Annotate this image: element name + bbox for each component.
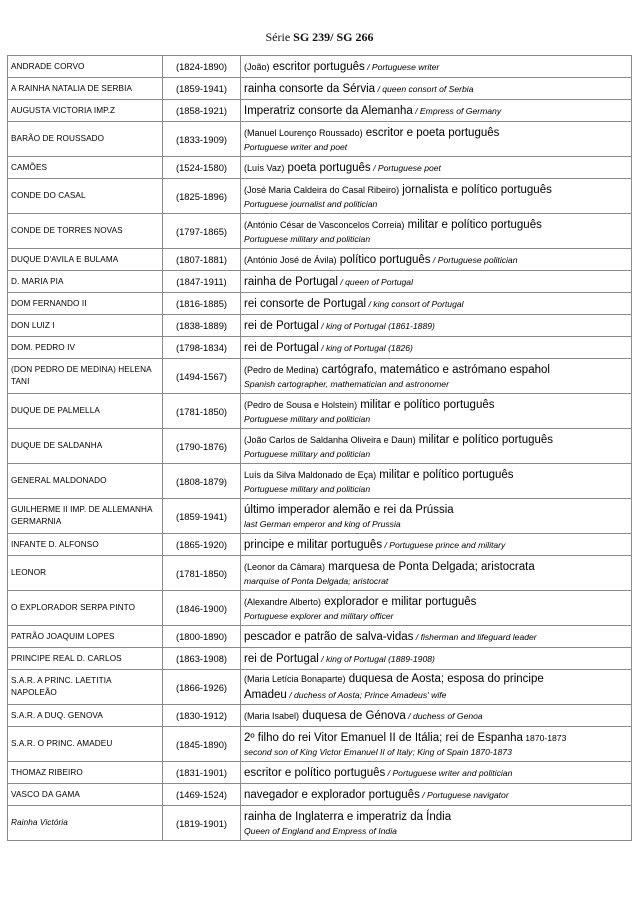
dates-cell: (1797-1865) xyxy=(163,214,241,249)
description-en-text: / queen of Portugal xyxy=(337,276,413,287)
dates-cell: (1781-1850) xyxy=(163,556,241,591)
name-cell: DOM FERNANDO II xyxy=(8,293,163,315)
description-cell xyxy=(241,784,632,806)
description-pt-text: escritor e poeta português xyxy=(362,127,500,139)
description-cell xyxy=(241,315,632,337)
description-cell xyxy=(241,429,632,464)
table-row xyxy=(8,534,632,556)
description-cell xyxy=(241,214,632,249)
description-cell xyxy=(241,359,632,394)
description-en-text: Portuguese military and politician xyxy=(244,234,371,244)
description-pt-text: rei de Portugal xyxy=(244,341,319,354)
description-en-text: / Portuguese politician xyxy=(430,254,518,265)
dates-cell: (1866-1926) xyxy=(163,670,241,705)
page-title xyxy=(0,30,639,45)
name-cell: ANDRADE CORVO xyxy=(8,56,163,78)
description-cell xyxy=(241,122,632,157)
name-cell: BARÃO DE ROUSSADO xyxy=(8,122,163,157)
full-name-text: (Leonor da Câmara) xyxy=(244,562,326,572)
description-cell xyxy=(241,78,632,100)
name-cell: S.A.R. A DUQ. GENOVA xyxy=(8,705,163,727)
description-pt-text: rainha de Inglaterra e imperatriz da Índia xyxy=(244,811,452,823)
dates-cell: (1819-1901) xyxy=(163,806,241,841)
table-row xyxy=(8,806,632,841)
description-en-text: marquise of Ponta Delgada; aristocrat xyxy=(244,576,389,586)
table-row xyxy=(8,727,632,762)
description-en-text: / Portuguese writer xyxy=(364,61,440,72)
name-cell: Rainha Victória xyxy=(8,806,163,841)
description-en-text: Spanish cartographer, mathematician and astronomer xyxy=(244,379,449,389)
table-body xyxy=(8,56,632,841)
name-cell: (DON PEDRO DE MEDINA) HELENA TANI xyxy=(8,359,163,394)
full-name-text: (Pedro de Medina) xyxy=(244,365,319,375)
description-en-text: / Portuguese navigator xyxy=(419,789,509,800)
description-cell xyxy=(241,670,632,705)
description-pt-text: pescador e patrão de salva-vidas xyxy=(244,630,414,643)
name-cell: CONDE DE TORRES NOVAS xyxy=(8,214,163,249)
name-cell: DUQUE DE SALDANHA xyxy=(8,429,163,464)
full-name-text: Luís da Silva Maldonado de Eça) xyxy=(244,470,377,480)
description-en-text: Portuguese military and politician xyxy=(244,449,371,459)
name-cell: DUQUE DE PALMELLA xyxy=(8,394,163,429)
description-cell xyxy=(241,56,632,78)
table-row xyxy=(8,784,632,806)
description-en-text: Portuguese writer and poet xyxy=(244,142,348,152)
description-en-text: / Portuguese prince and military xyxy=(382,539,506,550)
name-cell: PATRÃO JOAQUIM LOPES xyxy=(8,626,163,648)
description-en-text: last German emperor and king of Prussia xyxy=(244,519,401,529)
description-pt-text-cont: Amadeu xyxy=(244,689,287,701)
name-cell: CAMÕES xyxy=(8,157,163,179)
full-name-text: (António César de Vasconcelos Correia) xyxy=(244,220,405,230)
description-pt-text: político português xyxy=(336,253,431,266)
description-en-text: / queen consort of Serbia xyxy=(375,83,474,94)
table-row xyxy=(8,648,632,670)
full-name-text: (Maria Letícia Bonaparte) xyxy=(244,674,346,684)
dates-cell: (1524-1580) xyxy=(163,157,241,179)
description-en-text: / king consort of Portugal xyxy=(366,298,464,309)
dates-cell: (1800-1890) xyxy=(163,626,241,648)
table-row xyxy=(8,157,632,179)
full-name-text: (João) xyxy=(244,61,270,72)
name-cell: O EXPLORADOR SERPA PINTO xyxy=(8,591,163,626)
description-pt-text: militar e político português xyxy=(376,469,514,481)
name-cell: S.A.R. A PRINC. LAETITIA NAPOLEÃO xyxy=(8,670,163,705)
name-cell: D. MARIA PIA xyxy=(8,271,163,293)
table-row xyxy=(8,271,632,293)
table-row xyxy=(8,179,632,214)
description-pt-text: navegador e explorador português xyxy=(244,788,420,801)
description-cell xyxy=(241,727,632,762)
description-en-text: / king of Portugal (1826) xyxy=(318,342,413,353)
description-pt-text: rei de Portugal xyxy=(244,319,319,332)
dates-cell: (1838-1889) xyxy=(163,315,241,337)
description-pt-text: último imperador alemão e rei da Prússia xyxy=(244,504,454,516)
name-cell: DOM. PEDRO IV xyxy=(8,337,163,359)
full-name-text: (Maria Isabel) xyxy=(244,710,300,721)
description-en-text: / Portuguese writer and politician xyxy=(385,767,513,778)
table-row xyxy=(8,56,632,78)
table-row xyxy=(8,293,632,315)
dates-cell: (1790-1876) xyxy=(163,429,241,464)
table-row xyxy=(8,429,632,464)
dates-cell: (1469-1524) xyxy=(163,784,241,806)
description-pt-text: duquesa de Aosta; esposa do principe xyxy=(345,673,544,685)
description-en-text: Queen of England and Empress of India xyxy=(244,826,397,836)
name-cell: A RAINHA NATALIA DE SERBIA xyxy=(8,78,163,100)
description-pt-text: cartógrafo, matemático e astrómano espahol xyxy=(318,364,550,376)
description-pt-text: militar e político português xyxy=(415,434,554,446)
dates-cell: (1830-1912) xyxy=(163,705,241,727)
description-en-text: Portuguese journalist and politician xyxy=(244,199,378,209)
table-row xyxy=(8,337,632,359)
dates-cell: (1781-1850) xyxy=(163,394,241,429)
dates-cell: (1845-1890) xyxy=(163,727,241,762)
name-cell: AUGUSTA VICTORIA IMP.Z xyxy=(8,100,163,122)
description-cell xyxy=(241,591,632,626)
description-pt-text: jornalista e político português xyxy=(399,184,552,196)
description-en-text: / king of Portugal (1889-1908) xyxy=(318,653,435,664)
table-row xyxy=(8,100,632,122)
description-pt-text: rainha de Portugal xyxy=(244,275,338,288)
dates-cell: (1858-1921) xyxy=(163,100,241,122)
description-cell xyxy=(241,271,632,293)
full-name-text: (Manuel Lourenço Roussado) xyxy=(244,128,363,138)
table-row xyxy=(8,670,632,705)
name-cell: GENERAL MALDONADO xyxy=(8,464,163,499)
description-pt-text: explorador e militar português xyxy=(321,596,477,608)
description-pt-text: militar e político português xyxy=(357,399,495,411)
description-pt-text: duquesa de Génova xyxy=(299,709,406,722)
table-row xyxy=(8,705,632,727)
full-name-text: (José Maria Caldeira do Casal Ribeiro) xyxy=(244,185,400,195)
full-name-text: (Alexandre Alberto) xyxy=(244,597,322,607)
description-cell xyxy=(241,499,632,534)
title-prefix: Série xyxy=(265,30,294,44)
name-cell: LEONOR xyxy=(8,556,163,591)
dates-cell: (1833-1909) xyxy=(163,122,241,157)
dates-cell: (1825-1896) xyxy=(163,179,241,214)
description-en-text: / Empress of Germany xyxy=(412,105,502,116)
description-cell xyxy=(241,337,632,359)
dates-cell: (1846-1900) xyxy=(163,591,241,626)
table-row xyxy=(8,394,632,429)
table-row xyxy=(8,591,632,626)
dates-cell: (1808-1879) xyxy=(163,464,241,499)
description-pt-text: marquesa de Ponta Delgada; aristocrata xyxy=(325,561,535,573)
description-cell xyxy=(241,806,632,841)
description-en-text: / duchess of Genoa xyxy=(405,710,483,721)
full-name-text: (Luís Vaz) xyxy=(244,162,285,173)
description-cell xyxy=(241,179,632,214)
name-cell: PRINCIPE REAL D. CARLOS xyxy=(8,648,163,670)
dates-cell: (1831-1901) xyxy=(163,762,241,784)
description-cell xyxy=(241,157,632,179)
table-row xyxy=(8,626,632,648)
name-cell: DON LUIZ I xyxy=(8,315,163,337)
table-row xyxy=(8,464,632,499)
name-cell: DUQUE D'AVILA E BULAMA xyxy=(8,249,163,271)
description-pt-text: militar e político português xyxy=(404,219,542,231)
dates-cell: (1798-1834) xyxy=(163,337,241,359)
description-pt-text: escritor e político português xyxy=(244,766,386,779)
description-en-text: / king of Portugal (1861-1889) xyxy=(318,320,435,331)
table-row xyxy=(8,359,632,394)
dates-cell: (1859-1941) xyxy=(163,78,241,100)
dates-cell: (1859-1941) xyxy=(163,499,241,534)
name-cell: VASCO DA GAMA xyxy=(8,784,163,806)
name-cell: CONDE DO CASAL xyxy=(8,179,163,214)
title-code: SG 239/ SG 266 xyxy=(293,30,374,44)
description-en-text: Portuguese explorer and military officer xyxy=(244,611,394,621)
description-pt-text: rei consorte de Portugal xyxy=(244,297,367,310)
description-en-text: Portuguese military and politician xyxy=(244,484,371,494)
name-cell: THOMAZ RIBEIRO xyxy=(8,762,163,784)
description-cell xyxy=(241,249,632,271)
description-en-text: Portuguese military and politician xyxy=(244,414,371,424)
description-pt-text: rainha consorte da Sérvia xyxy=(244,82,376,95)
description-pt-text: poeta português xyxy=(284,161,371,174)
description-en-text: / fisherman and lifeguard leader xyxy=(413,631,537,642)
description-cell xyxy=(241,705,632,727)
name-cell: INFANTE D. ALFONSO xyxy=(8,534,163,556)
full-name-text: (Pedro de Sousa e Holstein) xyxy=(244,400,358,410)
description-cell xyxy=(241,464,632,499)
description-cell xyxy=(241,762,632,784)
dates-cell: (1824-1890) xyxy=(163,56,241,78)
description-cell xyxy=(241,556,632,591)
dates-cell: (1807-1881) xyxy=(163,249,241,271)
description-cell xyxy=(241,100,632,122)
full-name-text: (João Carlos de Saldanha Oliveira e Daun) xyxy=(244,435,416,445)
description-pt-text: principe e militar português xyxy=(244,538,383,551)
description-cell xyxy=(241,626,632,648)
table-row xyxy=(8,249,632,271)
description-pt-text: rei de Portugal xyxy=(244,652,319,665)
table-row xyxy=(8,78,632,100)
description-cell xyxy=(241,534,632,556)
full-name-text: (António José de Ávila) xyxy=(244,254,337,265)
description-en-text: / duchess of Aosta; Prince Amadeus' wife xyxy=(286,690,447,700)
description-cell xyxy=(241,293,632,315)
table-row xyxy=(8,762,632,784)
table-row xyxy=(8,214,632,249)
table-row xyxy=(8,556,632,591)
description-en-text: second son of King Victor Emanuel II of Italy; King of Spain 1870-1873 xyxy=(244,747,512,757)
description-cell xyxy=(241,648,632,670)
description-pt-text: Imperatriz consorte da Alemanha xyxy=(244,104,413,117)
dates-cell: (1863-1908) xyxy=(163,648,241,670)
dates-cell: (1494-1567) xyxy=(163,359,241,394)
dates-cell: (1865-1920) xyxy=(163,534,241,556)
description-en-text: / Portuguese poet xyxy=(370,162,441,173)
description-pt-text: escritor português xyxy=(269,60,365,73)
description-pt-text: 2º filho do rei Vitor Emanuel II de Itália; rei de Espanha xyxy=(244,732,523,744)
reign-years-text: 1870-1873 xyxy=(522,733,567,743)
stamp-table xyxy=(7,55,632,841)
table-row xyxy=(8,122,632,157)
dates-cell: (1816-1885) xyxy=(163,293,241,315)
table-row xyxy=(8,315,632,337)
description-cell xyxy=(241,394,632,429)
name-cell: GUILHERME II IMP. DE ALLEMANHA GERMARNIA xyxy=(8,499,163,534)
dates-cell: (1847-1911) xyxy=(163,271,241,293)
name-cell: S.A.R. O PRINC. AMADEU xyxy=(8,727,163,762)
table-row xyxy=(8,499,632,534)
